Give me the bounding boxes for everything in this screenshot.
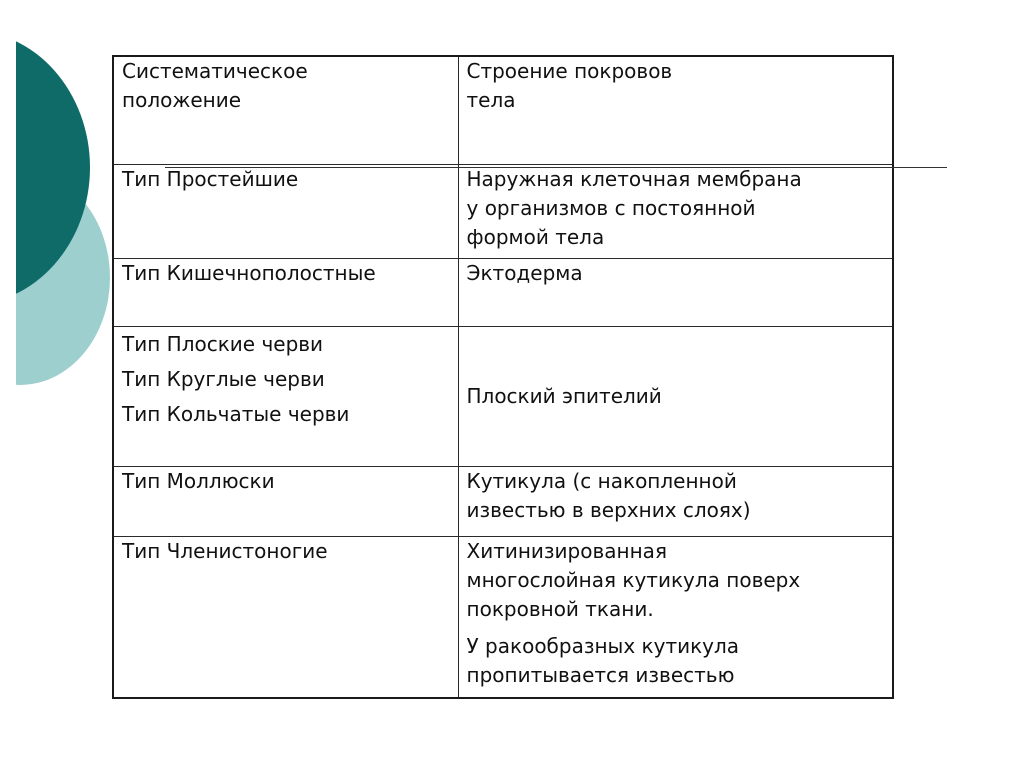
header-line: Строение покровов [466,59,673,83]
overlay-rule-line [165,167,947,168]
taxon-label: Тип Простейшие [122,166,299,191]
taxon-label: Тип Кишечнополостные [122,260,376,285]
covering-line: Кутикула (с накопленной [466,468,737,493]
taxon-label: Тип Плоские черви [122,331,324,356]
taxon-label: Тип Кольчатые черви [122,401,350,426]
left-margin [0,0,16,767]
table-header-row [113,56,893,164]
cell-taxon [113,164,458,258]
taxon-label: Тип Моллюски [122,468,275,493]
table-row [113,326,893,466]
cell-taxon [113,326,458,466]
cell-covering [458,326,893,466]
header-line: положение [122,88,242,112]
cell-covering [458,164,893,258]
table-row [113,466,893,536]
table-row [113,258,893,326]
covering-note-line: У ракообразных кутикула [466,633,740,658]
cell-taxon [113,258,458,326]
header-covering-structure [458,56,893,164]
cell-taxon [113,466,458,536]
taxon-label: Тип Круглые черви [122,366,325,391]
covering-note-line: пропитывается известью [466,662,735,687]
cell-covering [458,536,893,698]
cell-covering [458,258,893,326]
header-line: Систематическое [122,59,308,83]
covering-line: у организмов с постоянной [466,195,756,220]
covering-line: Плоский эпителий [466,383,662,408]
covering-line: Хитинизированная [466,538,667,563]
covering-line: Наружная клеточная мембрана [466,166,802,191]
covering-line: формой тела [466,224,605,249]
cell-covering [458,466,893,536]
header-systematic-position [113,56,458,164]
taxon-label: Тип Членистоногие [122,538,328,563]
covering-line: известью в верхних слоях) [466,497,751,522]
covering-line: Эктодерма [466,260,583,285]
table-row [113,164,893,258]
coverings-table [112,55,894,699]
cell-taxon [113,536,458,698]
table-row [113,536,893,698]
covering-line: многослойная кутикула поверх [466,567,801,592]
covering-line: покровной ткани. [466,596,654,621]
header-line: тела [466,88,516,112]
